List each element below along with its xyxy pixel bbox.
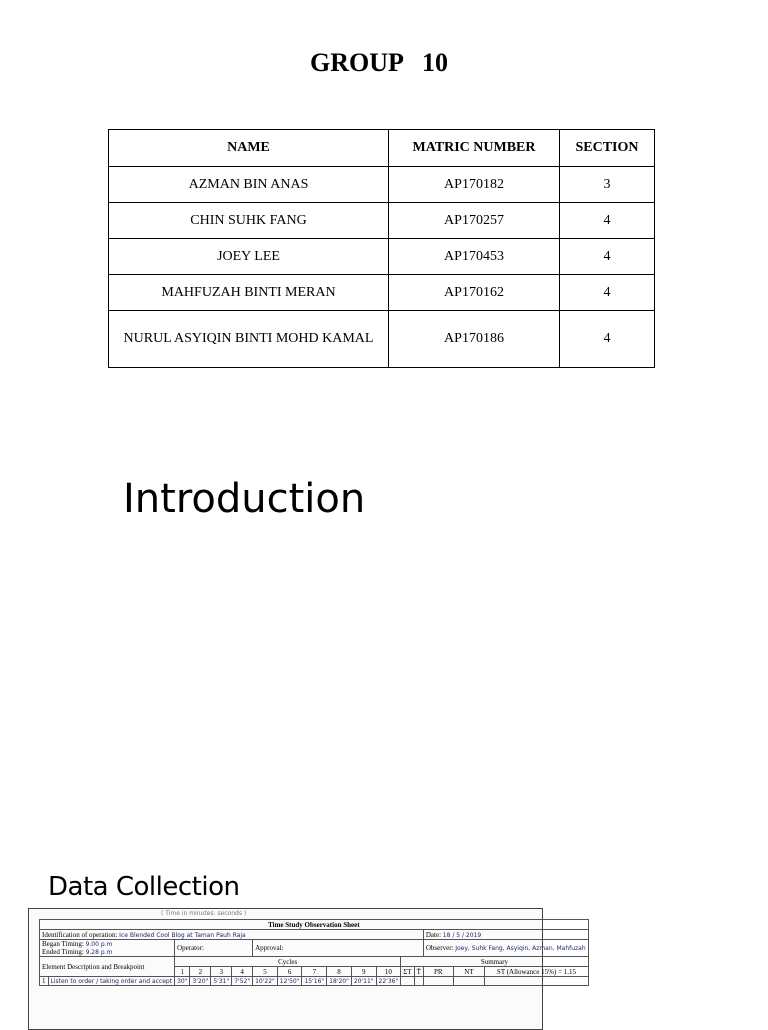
date-cell [423, 930, 588, 940]
date-value: 18 / 5 / 2019 [442, 931, 482, 939]
table-row [109, 203, 655, 239]
member-section: 4 [560, 311, 655, 368]
header-section: SECTION [560, 130, 655, 167]
summary-header: ΣT [401, 967, 414, 977]
member-matric: AP170162 [389, 275, 560, 311]
cycle-number: 4 [232, 967, 253, 977]
member-name: CHIN SUHK FANG [109, 203, 389, 239]
member-section: 4 [560, 275, 655, 311]
group-title: GROUP 10 [310, 48, 448, 77]
st-label: ST (Allowance 15%) = 1.15 [485, 967, 588, 977]
began-value: 9.00 p.m [85, 941, 113, 948]
cycle-time: 3'20" [190, 977, 211, 986]
summary-cell [414, 977, 423, 986]
ended-label: Ended Timing: [42, 948, 84, 956]
table-row [40, 977, 589, 986]
member-name: NURUL ASYIQIN BINTI MOHD KAMAL [109, 311, 389, 368]
member-name: MAHFUZAH BINTI MERAN [109, 275, 389, 311]
table-row [109, 239, 655, 275]
cycle-number: 8 [327, 967, 352, 977]
summary-cell [453, 977, 485, 986]
header-name: NAME [109, 130, 389, 167]
member-matric: AP170182 [389, 167, 560, 203]
cycle-time: 10'22" [253, 977, 278, 986]
observer-cell [423, 940, 588, 957]
cycle-time: 30" [175, 977, 190, 986]
cycle-number: 3 [211, 967, 232, 977]
summary-label: Summary [401, 957, 588, 967]
element-number: 1 [40, 977, 49, 986]
ended-value: 9.28 p.m [85, 949, 113, 956]
cycle-time: 18'20" [327, 977, 352, 986]
summary-cell [401, 977, 414, 986]
element-description: Listen to order / taking order and accept [48, 977, 175, 986]
cycle-time: 22'36" [376, 977, 401, 986]
member-matric: AP170453 [389, 239, 560, 275]
cycles-label: Cycles [175, 957, 401, 967]
cycle-time: 20'11" [351, 977, 376, 986]
approval-label: Approval: [253, 940, 424, 957]
cycle-number: 1 [175, 967, 190, 977]
cycle-time: 7'52" [232, 977, 253, 986]
cycle-time: 12'50" [277, 977, 302, 986]
member-section: 4 [560, 239, 655, 275]
introduction-heading: Introduction [123, 476, 366, 522]
cycle-number: 9 [351, 967, 376, 977]
member-section: 4 [560, 203, 655, 239]
sheet-title: Time Study Observation Sheet [40, 920, 589, 930]
handwritten-note: ( Time in minutes: seconds ) [161, 910, 247, 917]
observer-value: Joey, Suhk Fang, Asyiqin, Azman, Mahfuzah [455, 945, 586, 952]
member-matric: AP170257 [389, 203, 560, 239]
element-description-label: Element Description and Breakpoint [40, 957, 175, 977]
identification-cell [40, 930, 424, 940]
cycle-time: 5'31" [211, 977, 232, 986]
members-table [108, 129, 655, 368]
operator-label: Operator: [175, 940, 253, 957]
timing-cell [40, 940, 175, 957]
cycle-number: 2 [190, 967, 211, 977]
table-row [109, 311, 655, 368]
identification-label: Identification of operation: [42, 930, 118, 939]
summary-header: NT [453, 967, 485, 977]
identification-value: Ice Blended Cool Blog at Taman Pauh Raja [119, 931, 246, 939]
summary-header: T̄ [414, 967, 423, 977]
observer-label: Observer: [425, 944, 454, 952]
began-label: Began Timing: [42, 940, 84, 948]
cycle-number: 7 [302, 967, 327, 977]
member-section: 3 [560, 167, 655, 203]
summary-header: PR [423, 967, 453, 977]
member-name: AZMAN BIN ANAS [109, 167, 389, 203]
data-collection-heading: Data Collection [48, 872, 240, 902]
table-row [109, 275, 655, 311]
time-study-observation-sheet [28, 908, 586, 1030]
member-name: JOEY LEE [109, 239, 389, 275]
member-matric: AP170186 [389, 311, 560, 368]
summary-cell [485, 977, 588, 986]
cycle-number: 5 [253, 967, 278, 977]
summary-cell [423, 977, 453, 986]
date-label: Date: [425, 930, 442, 939]
cycle-number: 10 [376, 967, 401, 977]
cycle-time: 15'16" [302, 977, 327, 986]
table-row [109, 167, 655, 203]
cycle-number: 6 [277, 967, 302, 977]
observation-table [39, 919, 589, 986]
table-header-row [109, 130, 655, 167]
header-matric-number: MATRIC NUMBER [389, 130, 560, 167]
